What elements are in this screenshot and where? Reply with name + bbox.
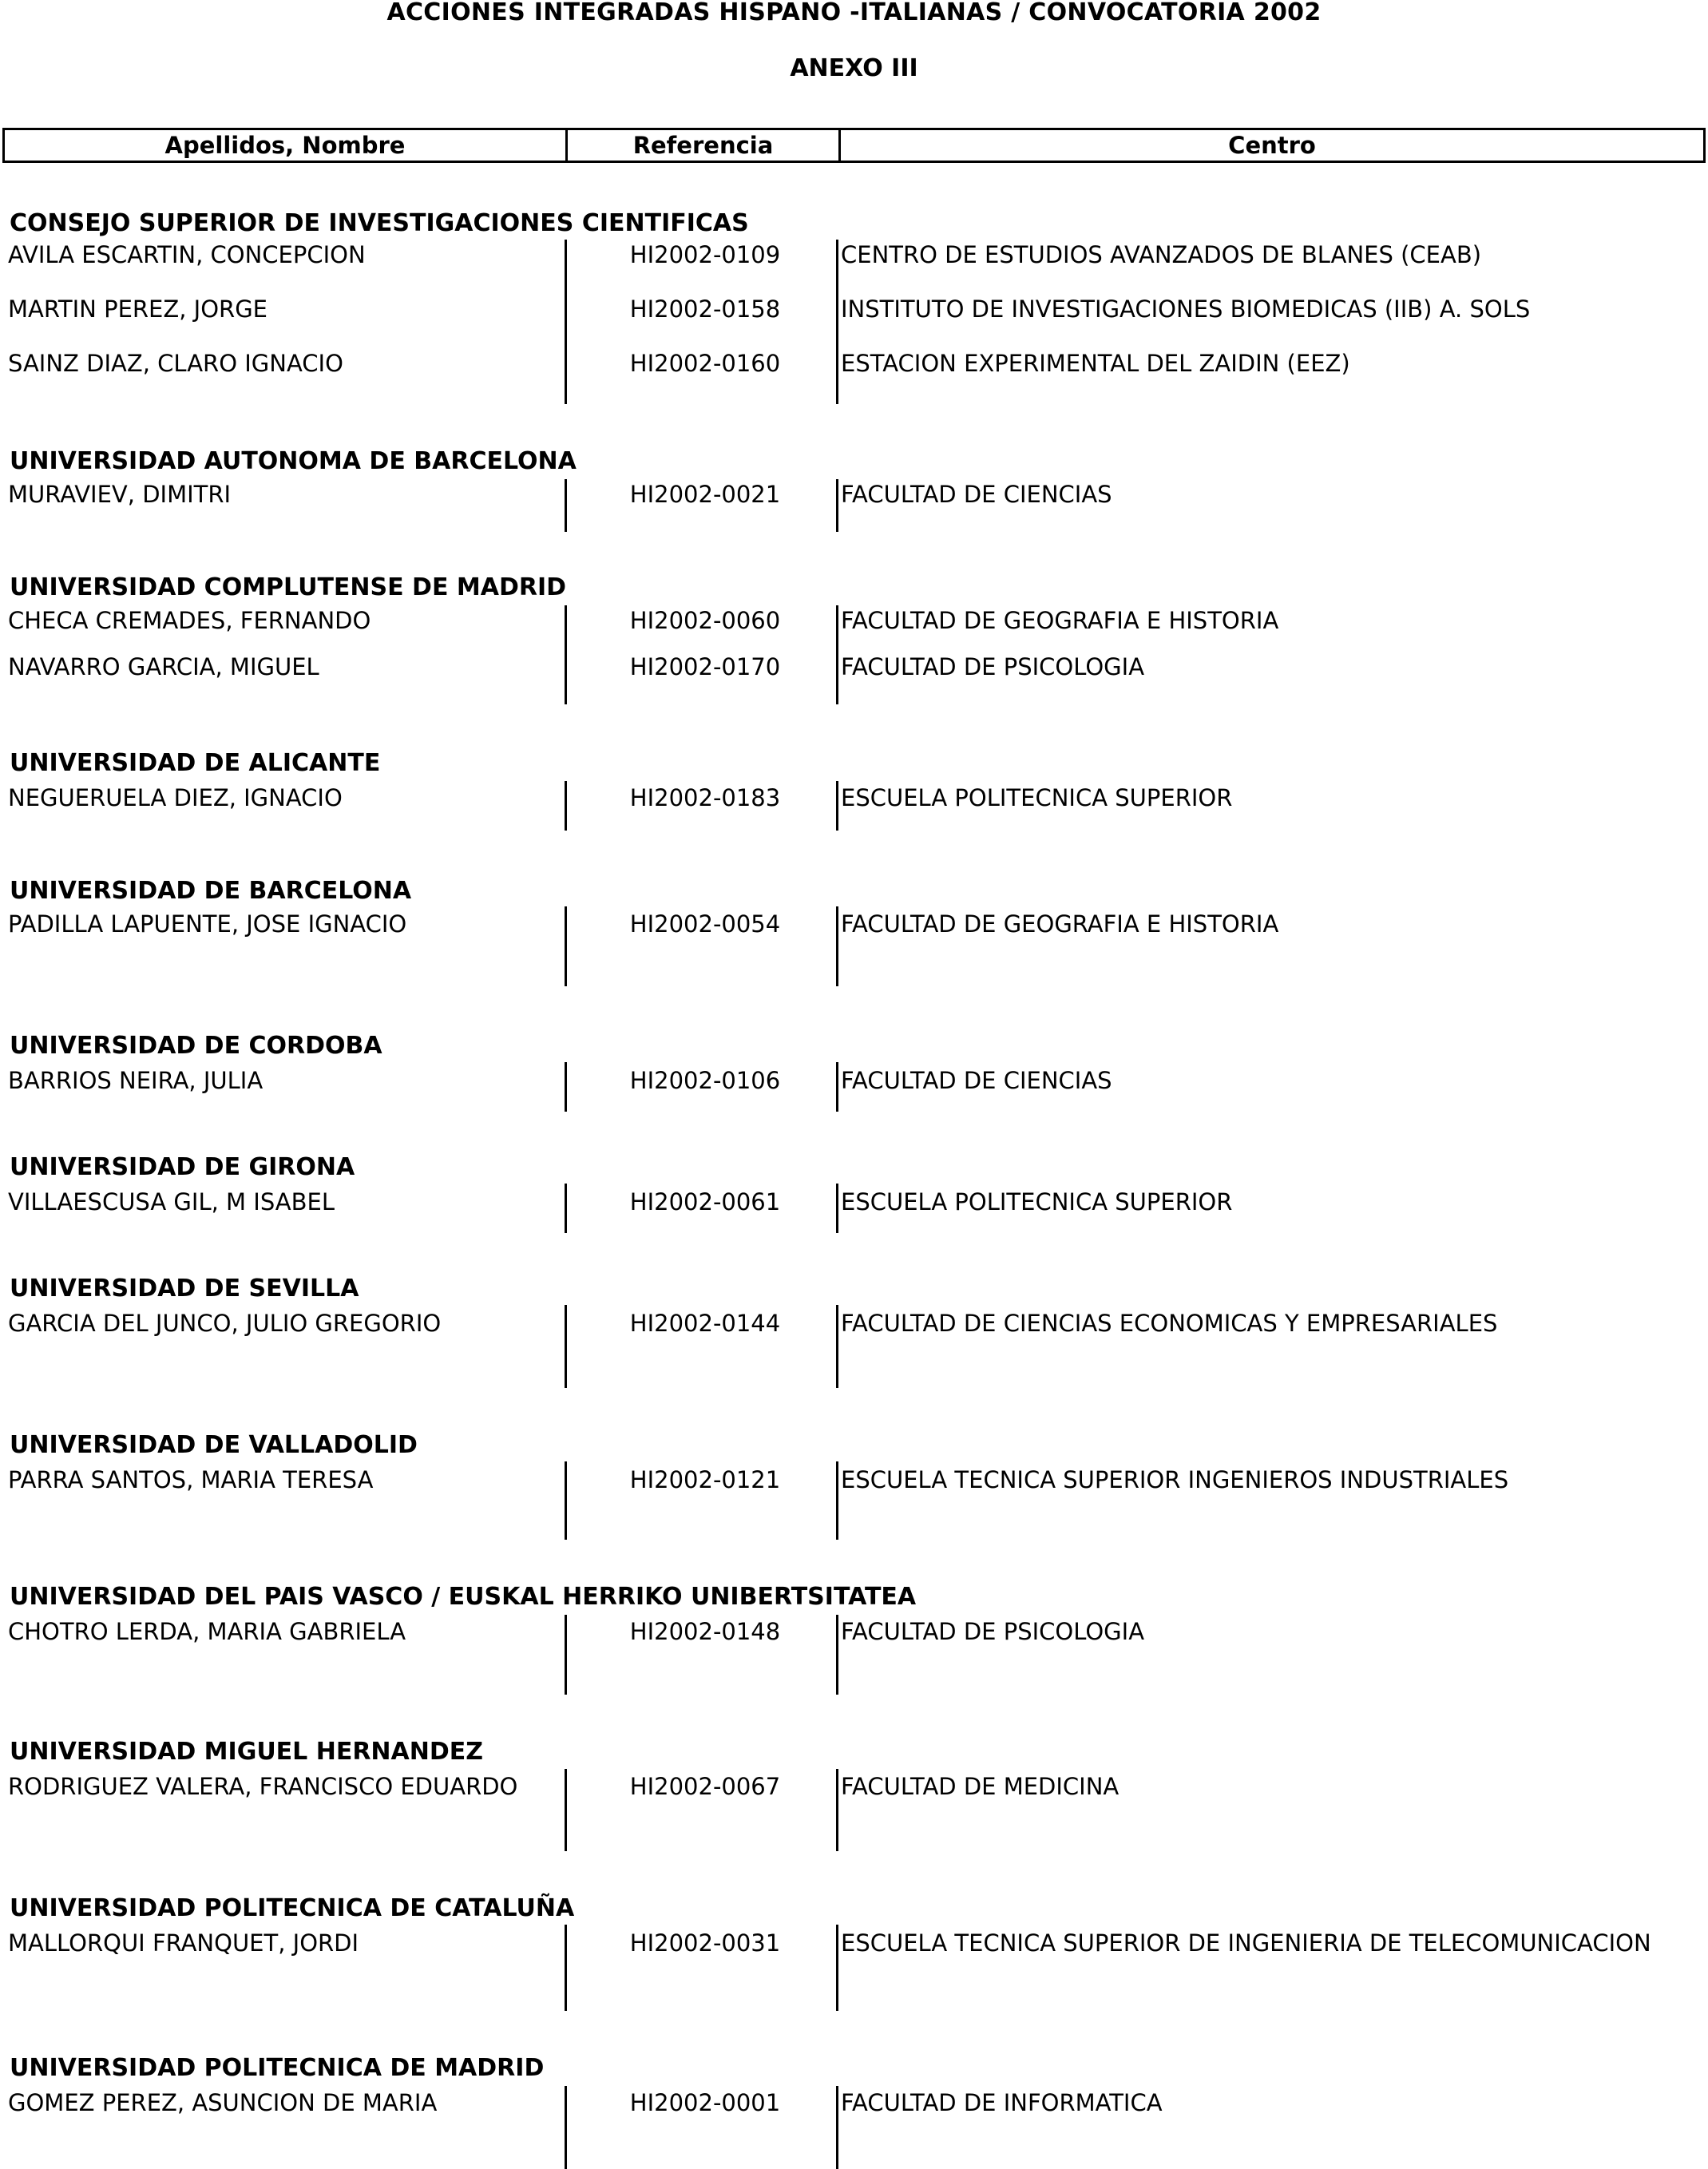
reference-code: HI2002-0109 — [629, 241, 781, 268]
centro-name: FACULTAD DE PSICOLOGIA — [841, 1618, 1145, 1645]
reference-code: HI2002-0001 — [629, 2089, 781, 2116]
person-name: AVILA ESCARTIN, CONCEPCION — [8, 241, 366, 268]
institution-heading: CONSEJO SUPERIOR DE INVESTIGACIONES CIENTIFICAS — [10, 209, 749, 237]
person-name: GARCIA DEL JUNCO, JULIO GREGORIO — [8, 1310, 442, 1337]
person-name: NEGUERUELA DIEZ, IGNACIO — [8, 784, 343, 811]
reference-code: HI2002-0067 — [629, 1773, 781, 1800]
centro-name: CENTRO DE ESTUDIOS AVANZADOS DE BLANES (CEAB) — [841, 241, 1482, 268]
reference-code: HI2002-0054 — [629, 910, 781, 938]
header-apellidos-nombre: Apellidos, Nombre — [164, 132, 406, 159]
institution-heading: UNIVERSIDAD DE VALLADOLID — [10, 1431, 418, 1459]
institution-heading: UNIVERSIDAD AUTONOMA DE BARCELONA — [10, 447, 577, 475]
person-name: BARRIOS NEIRA, JULIA — [8, 1067, 264, 1094]
person-name: PARRA SANTOS, MARIA TERESA — [8, 1466, 374, 1493]
person-name: RODRIGUEZ VALERA, FRANCISCO EDUARDO — [8, 1773, 518, 1800]
centro-name: FACULTAD DE GEOGRAFIA E HISTORIA — [841, 607, 1279, 634]
centro-name: FACULTAD DE CIENCIAS — [841, 481, 1112, 508]
person-name: CHOTRO LERDA, MARIA GABRIELA — [8, 1618, 406, 1645]
person-name: VILLAESCUSA GIL, M ISABEL — [8, 1188, 335, 1215]
institution-heading: UNIVERSIDAD POLITECNICA DE MADRID — [10, 2054, 545, 2082]
reference-code: HI2002-0061 — [629, 1188, 781, 1215]
document-title: ACCIONES INTEGRADAS HISPANO -ITALIANAS / CONVOCATORIA 2002 — [386, 0, 1322, 26]
table-row — [0, 1466, 1708, 1498]
table-row — [0, 350, 1708, 382]
reference-code: HI2002-0021 — [629, 481, 781, 508]
centro-name: FACULTAD DE GEOGRAFIA E HISTORIA — [841, 910, 1279, 938]
table-row — [0, 607, 1708, 639]
table-header — [2, 128, 1706, 163]
person-name: MARTIN PEREZ, JORGE — [8, 295, 267, 323]
reference-code: HI2002-0170 — [629, 653, 781, 680]
person-name: CHECA CREMADES, FERNANDO — [8, 607, 371, 634]
reference-code: HI2002-0148 — [629, 1618, 781, 1645]
person-name: GOMEZ PEREZ, ASUNCION DE MARIA — [8, 2089, 438, 2116]
person-name: SAINZ DIAZ, CLARO IGNACIO — [8, 350, 343, 377]
person-name: NAVARRO GARCIA, MIGUEL — [8, 653, 319, 680]
institution-heading: UNIVERSIDAD DE ALICANTE — [10, 749, 381, 777]
table-row — [0, 1188, 1708, 1220]
institution-heading: UNIVERSIDAD DE BARCELONA — [10, 877, 412, 905]
institution-heading: UNIVERSIDAD DEL PAIS VASCO / EUSKAL HERRIKO UNIBERTSITATEA — [10, 1583, 917, 1611]
reference-code: HI2002-0106 — [629, 1067, 781, 1094]
centro-name: FACULTAD DE CIENCIAS ECONOMICAS Y EMPRESARIALES — [841, 1310, 1498, 1337]
centro-name: ESCUELA POLITECNICA SUPERIOR — [841, 784, 1233, 811]
institution-heading: UNIVERSIDAD DE GIRONA — [10, 1153, 355, 1181]
table-row — [0, 1310, 1708, 1342]
institution-heading: UNIVERSIDAD MIGUEL HERNANDEZ — [10, 1738, 484, 1766]
table-row — [0, 481, 1708, 513]
table-row — [0, 784, 1708, 816]
centro-name: ESCUELA POLITECNICA SUPERIOR — [841, 1188, 1233, 1215]
centro-name: ESCUELA TECNICA SUPERIOR INGENIEROS INDUSTRIALES — [841, 1466, 1509, 1493]
person-name: MURAVIEV, DIMITRI — [8, 481, 232, 508]
reference-code: HI2002-0144 — [629, 1310, 781, 1337]
table-row — [0, 653, 1708, 685]
person-name: MALLORQUI FRANQUET, JORDI — [8, 1929, 359, 1957]
table-row — [0, 1929, 1708, 1961]
reference-code: HI2002-0158 — [629, 295, 781, 323]
centro-name: FACULTAD DE PSICOLOGIA — [841, 653, 1145, 680]
centro-name: ESTACION EXPERIMENTAL DEL ZAIDIN (EEZ) — [841, 350, 1350, 377]
reference-code: HI2002-0060 — [629, 607, 781, 634]
reference-code: HI2002-0183 — [629, 784, 781, 811]
reference-code: HI2002-0121 — [629, 1466, 781, 1493]
table-row — [0, 1067, 1708, 1099]
centro-name: FACULTAD DE INFORMATICA — [841, 2089, 1163, 2116]
table-row — [0, 1618, 1708, 1650]
institution-heading: UNIVERSIDAD DE CORDOBA — [10, 1032, 382, 1060]
reference-code: HI2002-0160 — [629, 350, 781, 377]
reference-code: HI2002-0031 — [629, 1929, 781, 1957]
person-name: PADILLA LAPUENTE, JOSE IGNACIO — [8, 910, 407, 938]
institution-heading: UNIVERSIDAD DE SEVILLA — [10, 1275, 359, 1303]
centro-name: FACULTAD DE CIENCIAS — [841, 1067, 1112, 1094]
centro-name: ESCUELA TECNICA SUPERIOR DE INGENIERIA DE TELECOMUNICACION — [841, 1929, 1651, 1957]
institution-heading: UNIVERSIDAD POLITECNICA DE CATALUÑA — [10, 1894, 575, 1922]
header-centro: Centro — [1228, 132, 1316, 159]
institution-heading: UNIVERSIDAD COMPLUTENSE DE MADRID — [10, 573, 567, 601]
centro-name: FACULTAD DE MEDICINA — [841, 1773, 1120, 1800]
header-referencia: Referencia — [632, 132, 774, 159]
centro-name: INSTITUTO DE INVESTIGACIONES BIOMEDICAS (IIB) A. SOLS — [841, 295, 1531, 323]
table-row — [0, 2089, 1708, 2121]
document-subtitle: ANEXO III — [790, 54, 918, 82]
table-row — [0, 910, 1708, 942]
table-row — [0, 1773, 1708, 1805]
table-row — [0, 241, 1708, 273]
table-row — [0, 295, 1708, 327]
